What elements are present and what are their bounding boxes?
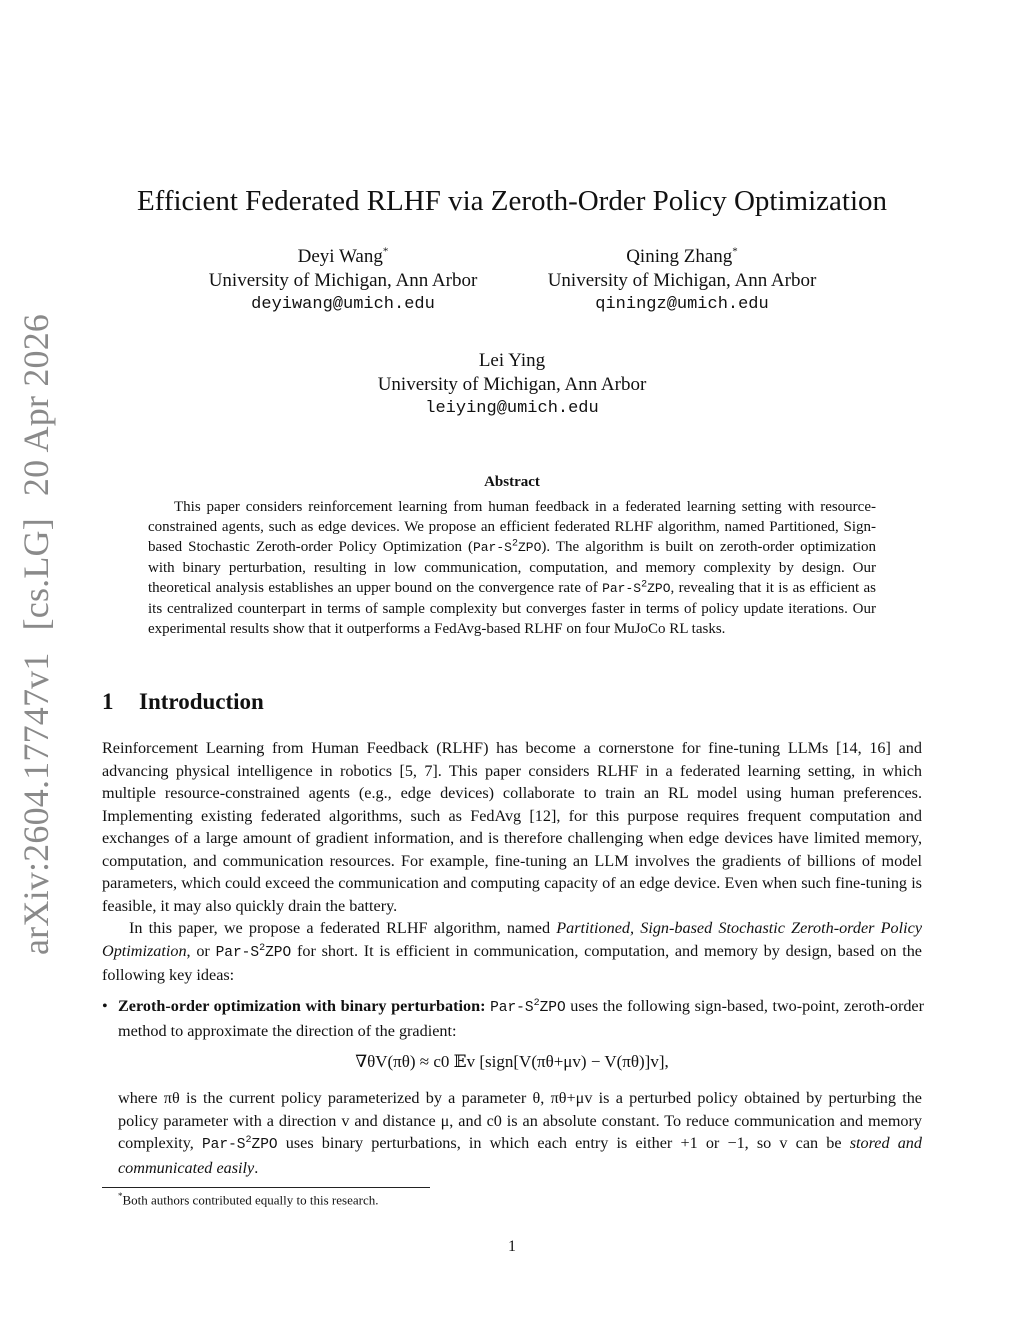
footnote: *Both authors contributed equally to this research. [118,1191,379,1208]
bullet-text: Zeroth-order optimization with binary perturbation: Par-$S^2ZPO$ uses the following sign-based, two-point, zeroth-order method to approximate the direction of the gradient: [118,997,925,1040]
author-block [332,349,692,421]
section-heading [102,689,264,715]
arxiv-category: [cs.LG] [16,518,56,631]
section-title: Introduction [139,689,264,714]
abstract-body: This paper considers reinforcement learning from human feedback in a federated learning setting with resource-constrained agents, such as edge devices. We propose an efficient federated RLHF algorithm, named Partitioned, Sign-based Stochastic Zeroth-order Policy Optimization $(Par-S^2ZPO)$. The algorithm is built on zeroth-order optimization with binary perturbation, resulting in low communication, computation, and memory complexity by design. Our theoretical analysis establishes an upper bound on the convergence rate of Par-$S^2ZPO$, revealing that it is as efficient as its centralized counterpart in terms of sample complexity but converges faster in terms of policy update iterations. Our experimental results show that it outperforms a FedAvg-based RLHF on four MuJoCo RL tasks. [148,499,877,637]
intro-paragraph: In this paper, we propose a federated RLHF algorithm, named Partitioned, Sign-based Stochastic Zeroth-order Policy Optimization, or Par-$S^2ZPO$ for short. It is efficient in communication, computation, and memory by design, based on the following key ideas: [102,919,923,984]
author-block [163,245,523,317]
gradient-formula: ∇θV(πθ) ≈ c0 𝔼v [sign[V(πθ+μv) − V(πθ)]v], [355,1052,669,1071]
author-name: Qining Zhang* [626,245,738,267]
arxiv-stamp [15,314,57,955]
author-email[interactable]: qiningz@umich.edu [595,295,769,314]
abstract-heading: Abstract [484,474,540,490]
author-name: Lei Ying [478,350,546,371]
paper-title: Efficient Federated RLHF via Zeroth-Order Policy Optimization [136,185,888,217]
author-affiliation: University of Michigan, Ann Arbor [208,270,478,291]
algorithm-name: Par-$S^2ZPO$ [201,1135,278,1153]
algorithm-name: Par-$S^2ZPO$ [215,942,292,961]
bullet-symbol: • [102,997,108,1015]
algorithm-name: Par-$S^2ZPO$ [602,579,671,596]
author-email[interactable]: deyiwang@umich.edu [251,295,435,314]
author-affiliation: University of Michigan, Ann Arbor [377,374,647,395]
algorithm-name: Par-$S^2ZPO$ [472,538,542,555]
intro-paragraph: Reinforcement Learning from Human Feedback (RLHF) has become a cornerstone for fine-tuning LLMs [14, 16] and advancing physical intelligence in robotics [5, 7]. This paper considers RLHF in a federated learning setting, in which multiple resource-constrained agents (e.g., edge devices) collaborate to train an RL model using human preferences. Implementing existing federated algorithms, such as FedAvg [12], for this purpose requires frequent computation and exchanges of a large amount of gradient information, and is therefore challenging when edge devices have limited memory, computation, and communication resources. For example, fine-tuning an LLM involves the gradients of billions of model parameters, which could exceed the communication and computing capacity of an edge device. Even when such fine-tuning is feasible, it may also quickly drain the battery. [102,739,922,915]
author-affiliation: University of Michigan, Ann Arbor [547,270,817,291]
author-name: Deyi Wang* [297,245,389,267]
section-number: 1 [102,689,114,714]
page-number: 1 [508,1238,516,1255]
bullet-continuation: where πθ is the current policy parameterized by a parameter θ, πθ+μv is a perturbed policy obtained by perturbing the policy parameter with a direction v and distance μ, and c0 is an absolute constant. To reduce communication and memory complexity, Par-$S^2ZPO$ uses binary perturbations, in which each entry is either +1 or −1, so v can be stored and communicated easily. [118,1089,922,1177]
arxiv-id: arXiv:2604.17747v1 [16,652,56,955]
footnote-divider [102,1187,430,1188]
author-email[interactable]: leiying@umich.edu [425,399,599,418]
author-block [502,245,862,317]
arxiv-date: 20 Apr 2026 [16,313,56,497]
algorithm-name: Par-$S^2ZPO$ [490,998,566,1016]
